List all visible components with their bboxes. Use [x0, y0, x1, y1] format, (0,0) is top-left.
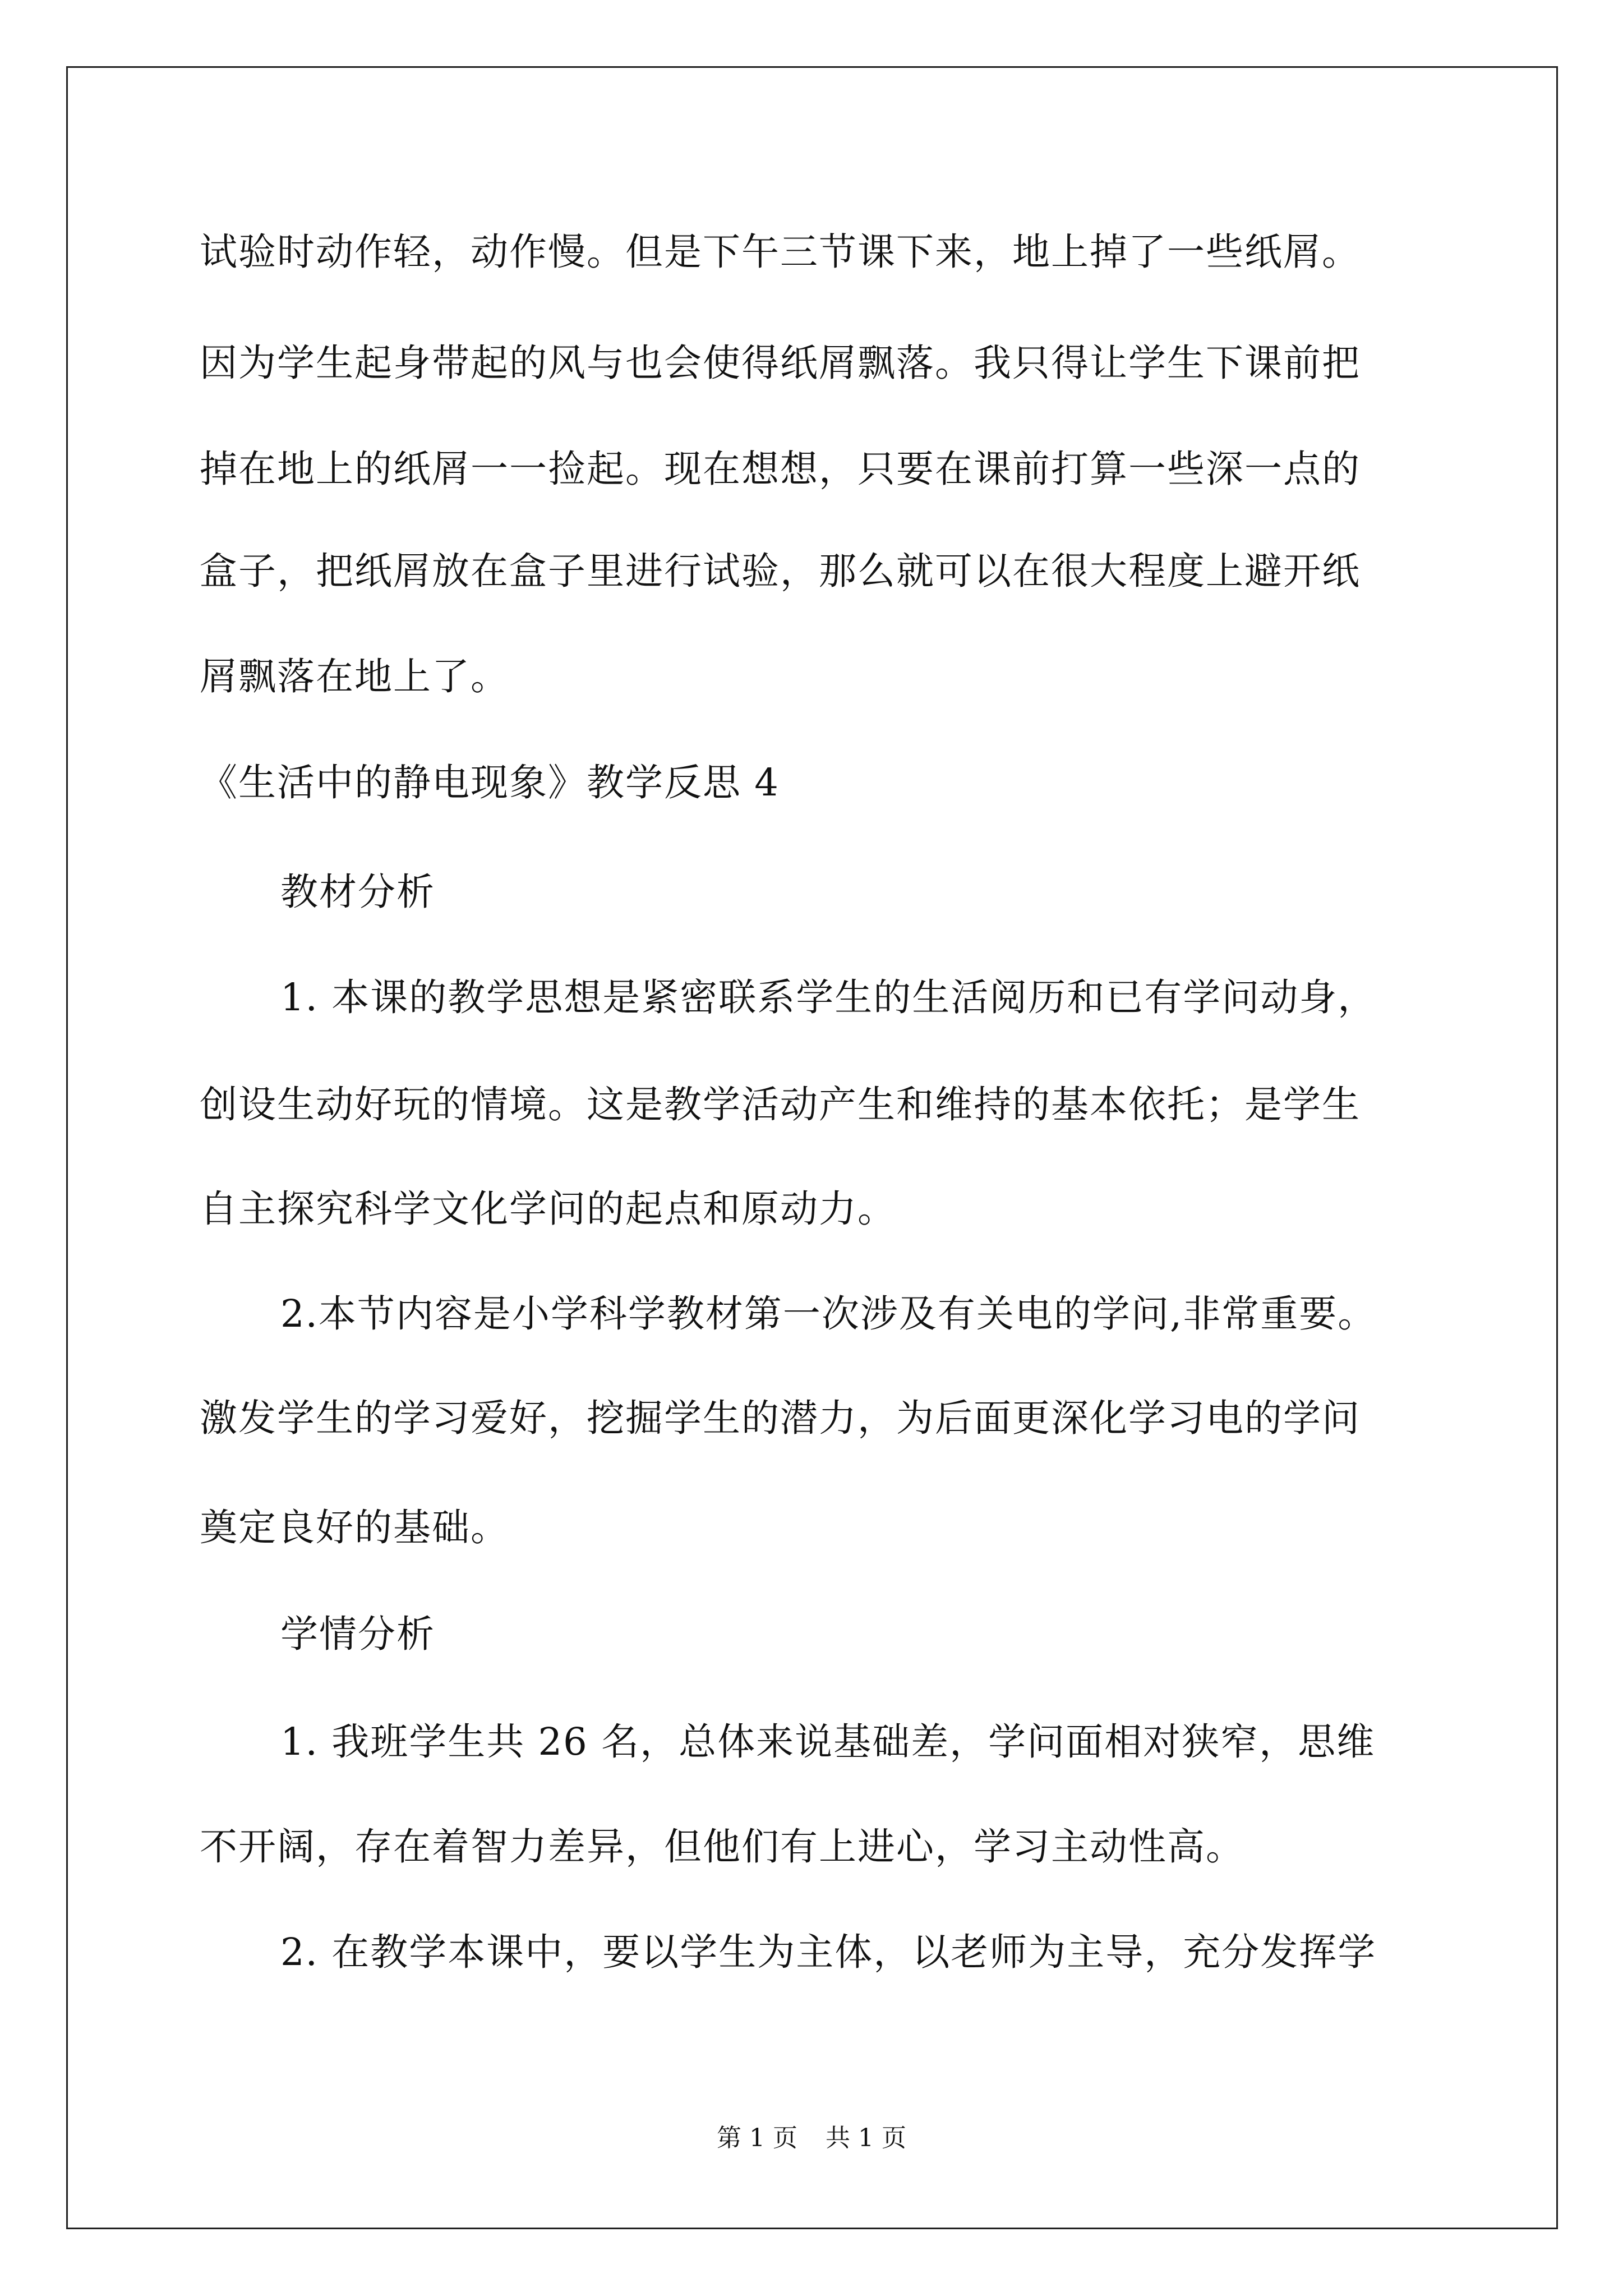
section-title: 《生活中的静电现象》教学反思 4: [200, 761, 780, 804]
paragraph-line: 试验时动作轻，动作慢。但是下午三节课下来，地上掉了一些纸屑。: [200, 230, 1361, 274]
paragraph-line: 激发学生的学习爱好，挖掘学生的潜力，为后面更深化学习电的学问: [200, 1396, 1361, 1440]
paragraph-line: 盒子，把纸屑放在盒子里进行试验，那么就可以在很大程度上避开纸: [200, 549, 1361, 593]
paragraph-line: 2. 在教学本课中，要以学生为主体，以老师为主导，充分发挥学: [280, 1930, 1377, 1974]
paragraph-line: 1. 本课的教学思想是紧密联系学生的生活阅历和已有学问动身，: [280, 976, 1377, 1019]
paragraph-line: 自主探究科学文化学问的起点和原动力。: [200, 1187, 896, 1231]
page-number: 第 1 页: [717, 2124, 797, 2152]
subheading-textbook-analysis: 教材分析: [280, 870, 435, 914]
paragraph-line: 创设生动好玩的情境。这是教学活动产生和维持的基本依托；是学生: [200, 1083, 1361, 1126]
page-border: [66, 66, 1558, 2229]
paragraph-line: 因为学生起身带起的风与也会使得纸屑飘落。我只得让学生下课前把: [200, 341, 1361, 385]
paragraph-line: 奠定良好的基础。: [200, 1506, 509, 1549]
paragraph-line: 不开阔，存在着智力差异，但他们有上进心，学习主动性高。: [200, 1825, 1244, 1869]
subheading-student-analysis: 学情分析: [280, 1612, 435, 1656]
page-footer: [0, 2126, 1623, 2151]
paragraph-line: 2.本节内容是小学科学教材第一次涉及有关电的学问,非常重要。: [280, 1292, 1377, 1336]
paragraph-line: 1. 我班学生共 26 名，总体来说基础差，学问面相对狭窄，思维: [280, 1720, 1376, 1764]
page-total: 共 1 页: [826, 2124, 906, 2152]
paragraph-line: 掉在地上的纸屑一一捡起。现在想想，只要在课前打算一些深一点的: [200, 447, 1361, 491]
paragraph-line: 屑飘落在地上了。: [200, 655, 509, 698]
